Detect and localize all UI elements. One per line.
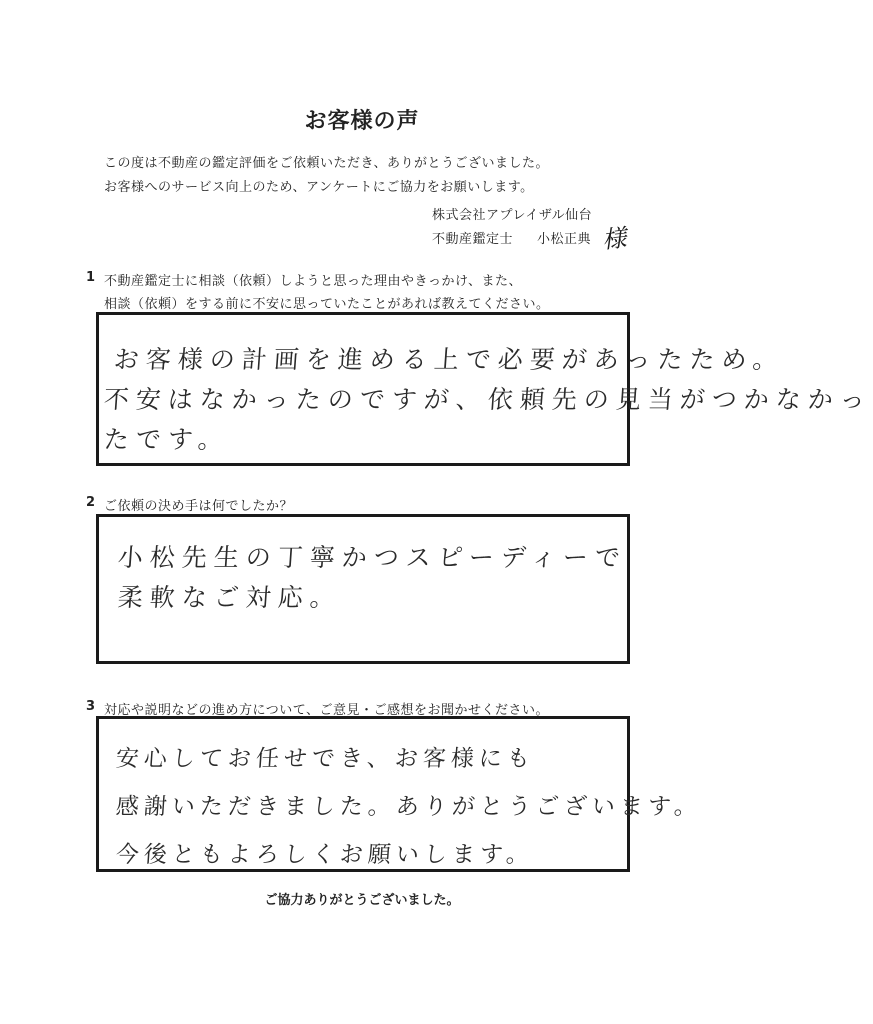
answer-3-line-1: 安心してお任せでき、お客様にも <box>114 746 536 772</box>
handwritten-honorific: 様 <box>600 223 628 255</box>
appraiser-name: 小松正典 <box>537 232 592 247</box>
question-1-number: 1 <box>86 270 96 285</box>
survey-title: お客様の声 <box>304 109 420 134</box>
question-2-number: 2 <box>86 495 96 510</box>
intro-line-1: この度は不動産の鑑定評価をご依頼いただき、ありがとうございました。 <box>104 156 549 171</box>
answer-2-line-2: 柔軟なご対応。 <box>116 583 343 612</box>
appraiser-title: 不動産鑑定士 <box>432 232 514 247</box>
answer-3-line-2: 感謝いただきました。ありがとうございます。 <box>114 794 703 820</box>
closing-message: ご協力ありがとうございました。 <box>264 893 460 908</box>
answer-1-line-1: お客様の計画を進める上で必要があったため。 <box>112 345 786 374</box>
appraiser-row <box>432 228 591 247</box>
question-2-line-1: ご依頼の決め手は何でしたか？ <box>104 499 294 514</box>
company-name: 株式会社アプレイザル仙台 <box>432 208 593 223</box>
question-3-number: 3 <box>86 699 96 714</box>
answer-2-line-1: 小松先生の丁寧かつスピーディーで <box>116 543 628 572</box>
question-1-line-1: 不動産鑑定士に相談（依頼）しようと思った理由やきっかけ、また、 <box>104 274 522 289</box>
answer-1-line-3: たです。 <box>102 425 231 454</box>
intro-line-2: お客様へのサービス向上のため、アンケートにご協力をお願いします。 <box>104 180 534 195</box>
question-3-line-1: 対応や説明などの進め方について、ご意見・ご感想をお聞かせください。 <box>104 703 549 718</box>
question-1-line-2: 相談（依頼）をする前に不安に思っていたことがあれば教えてください。 <box>104 297 550 312</box>
answer-1-line-2: 不安はなかったのですが、依頼先の見当がつかなかっ <box>102 385 873 414</box>
answer-3-line-3: 今後ともよろしくお願いします。 <box>114 842 535 868</box>
